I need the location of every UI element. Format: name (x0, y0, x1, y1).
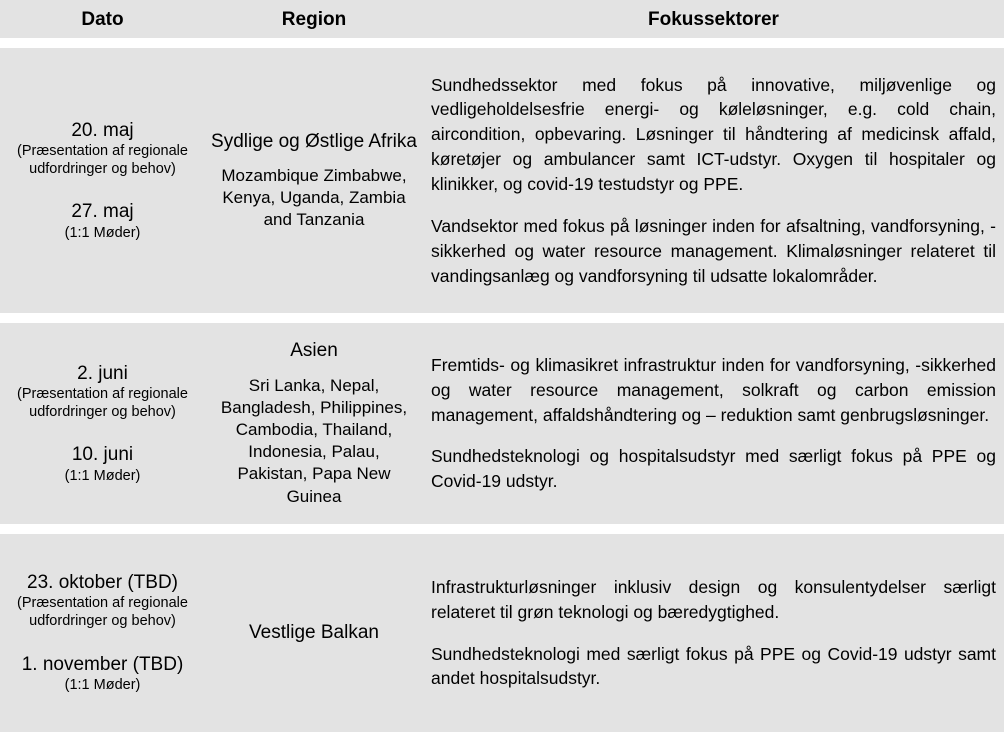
date-spacer (8, 631, 197, 653)
date-sub: (Præsentation af regionale udfordringer og behov) (17, 142, 188, 177)
date-main: 20. maj (71, 119, 134, 141)
column-header-region: Region (281, 8, 347, 30)
date-spacer (8, 178, 197, 200)
column-header-focus: Fokussektorer (648, 8, 779, 30)
cell-region (205, 48, 423, 313)
date-entry (8, 362, 197, 422)
cell-region (205, 323, 423, 524)
focus-paragraph: Infrastrukturløsninger inklusiv design og konsulentydelser særligt relateret til grøn teknologi og bæredygtighed. (431, 576, 996, 622)
date-entry (8, 653, 197, 695)
date-sub: (1:1 Møder) (64, 677, 141, 694)
column-header-date: Dato (81, 8, 124, 30)
date-spacer (8, 421, 197, 443)
focus-paragraph: Fremtids- og klimasikret infrastruktur inden for vandforsyning, -sikkerhed og water resource management, solkraft og carbon emission management, affaldshåndtering og – reduktion samt genbrugsløsninger. (431, 354, 996, 425)
region-title: Asien (290, 340, 338, 362)
focus-paragraph: Vandsektor med fokus på løsninger inden for afsaltning, vandforsyning, -sikkerhed og water resource management. Klimaløsninger relateret til vandingsanlæg og vandforsyning til udsatte lokalområder. (431, 215, 996, 286)
row-separator (0, 313, 1004, 323)
region-title: Sydlige og Østlige Afrika (211, 130, 417, 152)
focus-paragraph: Sundhedsteknologi med særligt fokus på PPE og Covid-19 udstyr samt andet hospitalsudstyr. (431, 643, 996, 689)
cell-date (0, 534, 205, 732)
cell-region (205, 534, 423, 732)
cell-date (0, 323, 205, 524)
region-countries: Mozambique Zimbabwe, Kenya, Uganda, Zambia and Tanzania (221, 166, 407, 230)
cell-focus (423, 48, 1004, 313)
date-main: 23. oktober (TBD) (27, 572, 178, 594)
table-row (0, 323, 1004, 524)
date-sub: (Præsentation af regionale udfordringer og behov) (17, 385, 188, 420)
date-entry (8, 119, 197, 179)
region-title: Vestlige Balkan (249, 621, 379, 643)
cell-date (0, 48, 205, 313)
region-countries: Sri Lanka, Nepal, Bangladesh, Philippines, Cambodia, Thailand, Indonesia, Palau, Pakistan, Papa New Guinea (220, 376, 408, 506)
date-main: 27. maj (71, 201, 134, 223)
date-sub: (Præsentation af regionale udfordringer og behov) (17, 595, 188, 630)
date-main: 1. november (TBD) (21, 653, 184, 675)
cell-focus (423, 534, 1004, 732)
date-sub: (1:1 Møder) (64, 467, 141, 484)
table-row (0, 534, 1004, 732)
cell-focus (423, 323, 1004, 524)
date-main: 2. juni (77, 362, 128, 384)
focus-paragraph: Sundhedsteknologi og hospitalsudstyr med særligt fokus på PPE og Covid-19 udstyr. (431, 446, 996, 492)
date-entry (8, 571, 197, 631)
date-sub: (1:1 Møder) (64, 224, 141, 241)
row-separator (0, 38, 1004, 48)
row-separator (0, 524, 1004, 534)
date-main: 10. juni (71, 444, 134, 466)
date-entry (8, 200, 197, 242)
table-header-row (0, 0, 1004, 38)
table-row (0, 48, 1004, 313)
date-entry (8, 443, 197, 485)
focus-paragraph: Sundhedssektor med fokus på innovative, miljøvenlige og vedligeholdelsesfrie energi- og køleløsninger, e.g. cold chain, aircondition, opbevaring. Løsninger til håndtering af medicinsk affald, køretøjer og ambulancer samt ICT-udstyr. Oxygen til hospitaler og klinikker, og covid-19 testudstyr og PPE. (431, 74, 996, 194)
